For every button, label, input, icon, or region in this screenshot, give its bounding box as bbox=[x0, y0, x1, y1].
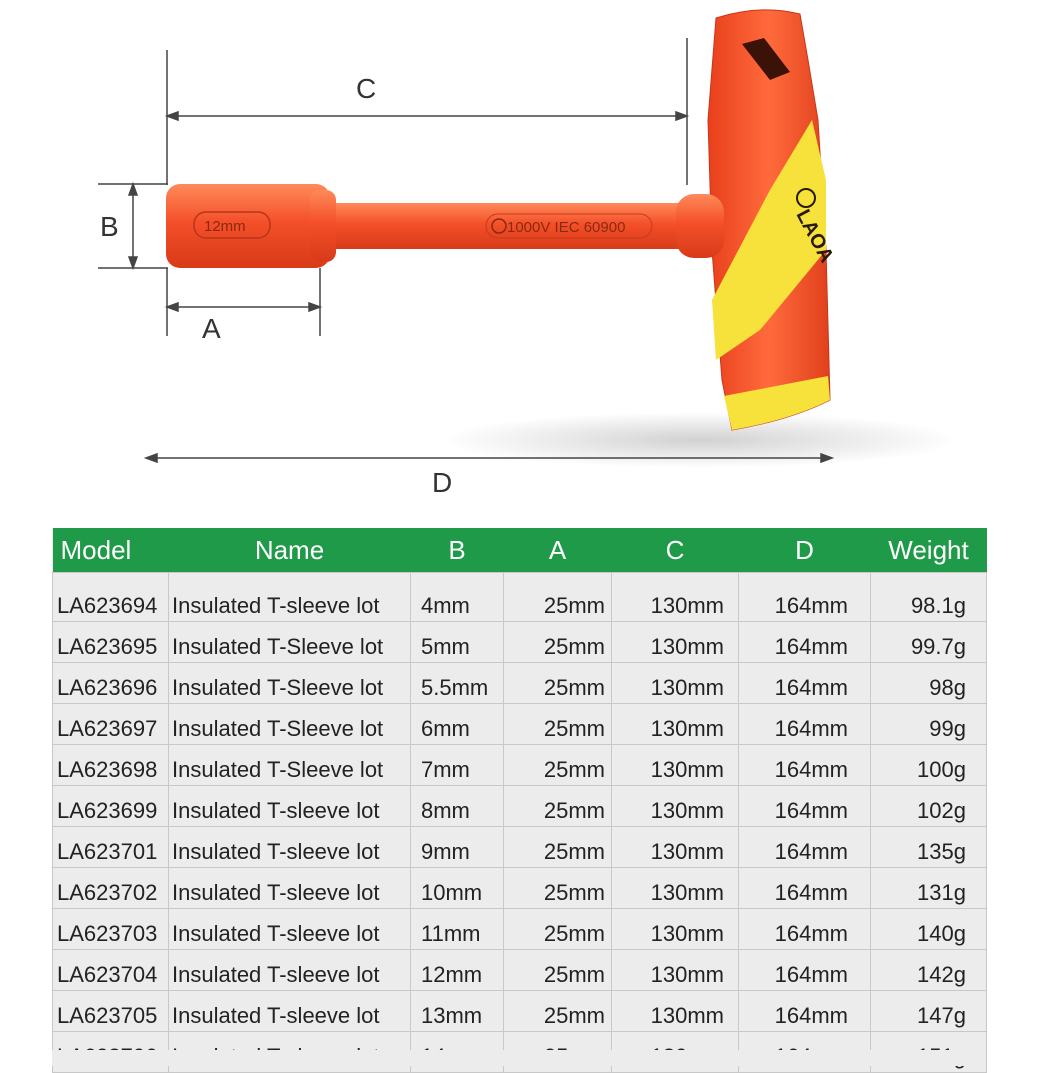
name-cell: Insulated T-sleeve lot bbox=[169, 950, 411, 991]
table-row bbox=[53, 827, 987, 868]
model-cell: LA623705 bbox=[53, 991, 169, 1032]
d-cell: 164mm bbox=[739, 950, 871, 991]
d-cell: 164mm bbox=[739, 827, 871, 868]
table-row bbox=[53, 745, 987, 786]
column-header-a: A bbox=[504, 528, 612, 573]
weight-cell: 98.1g bbox=[871, 573, 987, 622]
c-cell: 130mm bbox=[612, 950, 739, 991]
name-cell: Insulated T-Sleeve lot bbox=[169, 745, 411, 786]
weight-cell: 142g bbox=[871, 950, 987, 991]
b-cell: 11mm bbox=[411, 909, 504, 950]
weight-cell: 100g bbox=[871, 745, 987, 786]
table-row bbox=[53, 991, 987, 1032]
b-cell: 6mm bbox=[411, 704, 504, 745]
model-cell: LA623701 bbox=[53, 827, 169, 868]
model-cell: LA623702 bbox=[53, 868, 169, 909]
a-cell: 25mm bbox=[504, 573, 612, 622]
name-cell: Insulated T-Sleeve lot bbox=[169, 622, 411, 663]
c-cell: 130mm bbox=[612, 827, 739, 868]
b-cell: 10mm bbox=[411, 868, 504, 909]
b-cell: 9mm bbox=[411, 827, 504, 868]
d-cell: 164mm bbox=[739, 868, 871, 909]
c-cell: 130mm bbox=[612, 868, 739, 909]
b-cell: 7mm bbox=[411, 745, 504, 786]
socket-head bbox=[166, 184, 336, 268]
d-cell: 164mm bbox=[739, 991, 871, 1032]
d-cell: 164mm bbox=[739, 909, 871, 950]
name-cell: Insulated T-Sleeve lot bbox=[169, 704, 411, 745]
a-cell: 25mm bbox=[504, 663, 612, 704]
weight-cell: 140g bbox=[871, 909, 987, 950]
table-row bbox=[53, 909, 987, 950]
column-header-name: Name bbox=[169, 528, 411, 573]
name-cell: Insulated T-sleeve lot bbox=[169, 827, 411, 868]
c-cell: 130mm bbox=[612, 663, 739, 704]
weight-cell: 99.7g bbox=[871, 622, 987, 663]
weight-cell: 147g bbox=[871, 991, 987, 1032]
weight-cell: 98g bbox=[871, 663, 987, 704]
table-row bbox=[53, 663, 987, 704]
d-cell: 164mm bbox=[739, 704, 871, 745]
d-cell: 164mm bbox=[739, 663, 871, 704]
table-row bbox=[53, 704, 987, 745]
dimension-label-b: B bbox=[100, 211, 119, 242]
c-cell: 130mm bbox=[612, 786, 739, 827]
c-cell: 130mm bbox=[612, 704, 739, 745]
b-cell: 13mm bbox=[411, 991, 504, 1032]
name-cell: Insulated T-sleeve lot bbox=[169, 786, 411, 827]
dimension-c bbox=[167, 38, 687, 185]
table-body bbox=[53, 573, 987, 1073]
tool-illustration bbox=[0, 0, 1038, 520]
model-cell: LA623699 bbox=[53, 786, 169, 827]
name-cell: Insulated T-sleeve lot bbox=[169, 991, 411, 1032]
name-cell: Insulated T-Sleeve lot bbox=[169, 663, 411, 704]
table-row bbox=[53, 868, 987, 909]
d-cell: 164mm bbox=[739, 745, 871, 786]
shaft-print: 1000V IEC 60900 bbox=[507, 219, 626, 236]
model-cell: LA623704 bbox=[53, 950, 169, 991]
weight-cell: 99g bbox=[871, 704, 987, 745]
a-cell: 25mm bbox=[504, 909, 612, 950]
b-cell: 5mm bbox=[411, 622, 504, 663]
column-header-c: C bbox=[612, 528, 739, 573]
floor-shadow bbox=[440, 412, 960, 468]
d-cell: 164mm bbox=[739, 573, 871, 622]
b-cell: 12mm bbox=[411, 950, 504, 991]
name-cell: Insulated T-sleeve lot bbox=[169, 909, 411, 950]
a-cell: 25mm bbox=[504, 991, 612, 1032]
brand-label: LAOA bbox=[791, 206, 838, 267]
specification-table bbox=[52, 528, 987, 1073]
a-cell: 25mm bbox=[504, 745, 612, 786]
tool-dimension-diagram bbox=[0, 0, 1038, 520]
column-header-d: D bbox=[739, 528, 871, 573]
column-header-b: B bbox=[411, 528, 504, 573]
c-cell: 130mm bbox=[612, 573, 739, 622]
dimension-label-a: A bbox=[202, 313, 221, 344]
b-cell: 5.5mm bbox=[411, 663, 504, 704]
c-cell: 130mm bbox=[612, 745, 739, 786]
dimension-label-d: D bbox=[432, 467, 453, 498]
a-cell: 25mm bbox=[504, 950, 612, 991]
c-cell: 130mm bbox=[612, 909, 739, 950]
table-header-row bbox=[53, 528, 987, 573]
dimension-label-c: C bbox=[356, 73, 377, 104]
name-cell: Insulated T-sleeve lot bbox=[169, 868, 411, 909]
weight-cell: 131g bbox=[871, 868, 987, 909]
c-cell: 130mm bbox=[612, 622, 739, 663]
weight-cell: 102g bbox=[871, 786, 987, 827]
d-cell: 164mm bbox=[739, 786, 871, 827]
c-cell: 130mm bbox=[612, 991, 739, 1032]
table-row bbox=[53, 950, 987, 991]
a-cell: 25mm bbox=[504, 704, 612, 745]
model-cell: LA623694 bbox=[53, 573, 169, 622]
table-row bbox=[53, 573, 987, 622]
model-cell: LA623696 bbox=[53, 663, 169, 704]
a-cell: 25mm bbox=[504, 868, 612, 909]
table-row bbox=[53, 786, 987, 827]
d-cell: 164mm bbox=[739, 622, 871, 663]
column-header-model: Model bbox=[53, 528, 169, 573]
model-cell: LA623695 bbox=[53, 622, 169, 663]
socket-size-label: 12mm bbox=[204, 218, 246, 235]
table-footer-strip bbox=[52, 1050, 986, 1066]
model-cell: LA623698 bbox=[53, 745, 169, 786]
name-cell: Insulated T-sleeve lot bbox=[169, 573, 411, 622]
dimension-a bbox=[167, 268, 320, 336]
model-cell: LA623703 bbox=[53, 909, 169, 950]
b-cell: 4mm bbox=[411, 573, 504, 622]
a-cell: 25mm bbox=[504, 622, 612, 663]
column-header-weight: Weight bbox=[871, 528, 987, 573]
a-cell: 25mm bbox=[504, 786, 612, 827]
model-cell: LA623697 bbox=[53, 704, 169, 745]
b-cell: 8mm bbox=[411, 786, 504, 827]
a-cell: 25mm bbox=[504, 827, 612, 868]
weight-cell: 135g bbox=[871, 827, 987, 868]
table-row bbox=[53, 622, 987, 663]
